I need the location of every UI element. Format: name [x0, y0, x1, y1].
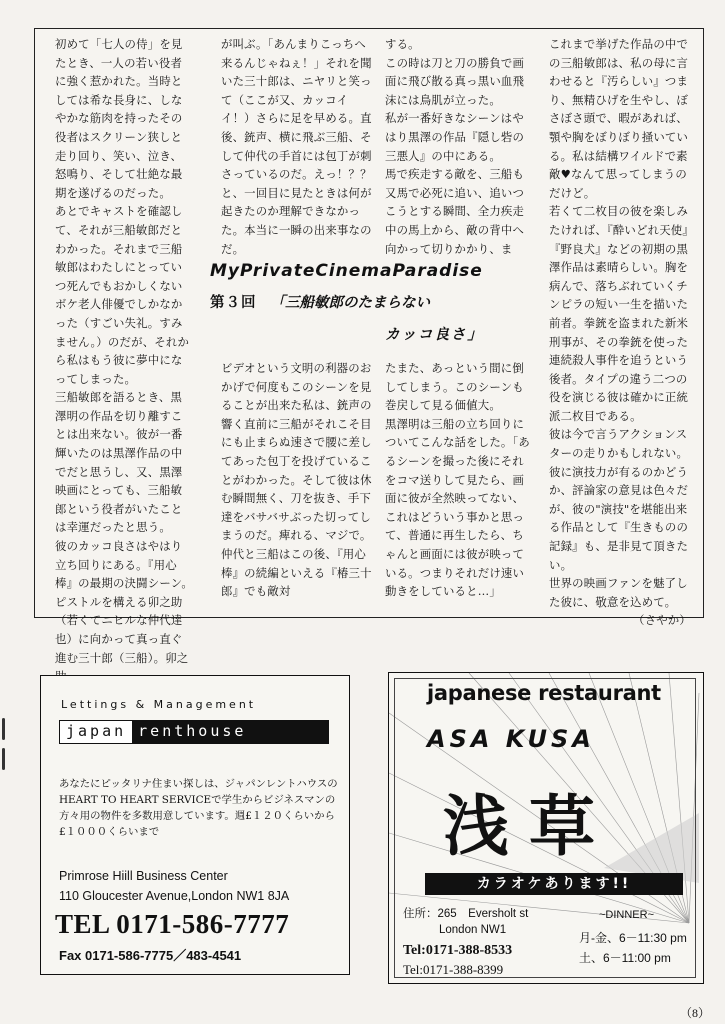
- article-column-1: [55, 35, 193, 686]
- series-title: MyPrivateCinemaParadise: [210, 261, 483, 281]
- logo-part-renthouse: renthouse: [132, 721, 328, 743]
- article-column-2b: [221, 359, 373, 609]
- paragraph: 彼のカッコ良さはやはり立ち回りにある。『用心棒』の最期の決闘シーン。ピストルを構える卯之助（若くてニヒルな仲代達也）に向かって真っ直ぐ進む三十郎（三船）。卯之: [55, 539, 193, 665]
- restaurant-address: [403, 906, 528, 938]
- page-number: （8）: [680, 1006, 711, 1020]
- author-signature: （さやか）: [633, 613, 691, 628]
- paragraph: 馬で疾走する敵を、三船も又馬で必死に追い、追いつこうとする瞬間、全力疾走中の馬上から、敵の背中へ向かって切りかかり、ま: [385, 167, 525, 256]
- paragraph: これまで挙げた作品の中での三船敏郎は、私の母に言わせると『汚らしい』つまり、無精ひげを生やし、ぼさぼさ頭で、暇があれば、顎や胸をぼりぼり掻いている。私は結構ワイルドで素敵♥なんて思ってしまうのだけど。: [549, 37, 689, 200]
- restaurant-name-romaji: ASA KUSA: [427, 725, 595, 753]
- article-title-part1: 「三船敏郎のたまらない: [270, 294, 430, 311]
- paragraph: 世界の映画ファンを魅了した彼に、敬意を込めて。: [549, 576, 688, 609]
- hours-weekday: 月-金、6－11:30 pm: [579, 931, 687, 945]
- address-line: 110 Gloucester Avenue,London NW1 8JA: [59, 889, 290, 903]
- paragraph: この時は刀と刀の勝負で画面に飛び散る真っ黒い血飛沫には鳥肌が立った。: [385, 55, 525, 107]
- binding-hole: [2, 718, 5, 740]
- asakusa-advert: [388, 672, 704, 984]
- address-line: London NW1: [439, 924, 507, 936]
- renthouse-logo: [59, 720, 329, 744]
- paragraph: 三船敏郎を語るとき、黒澤明の作品を切り離すことは出来ない。彼が一番輝いたのは黒澤作品の中でだと思うし、又、黒澤映画にとっても、三船敏郎という役者がいたことは幸運だったと思う。: [55, 390, 183, 535]
- address-line: 住所：265 Eversholt st: [403, 908, 529, 920]
- article-title-part2: カッコ良さ」: [385, 326, 484, 343]
- restaurant-telephone: Tel:0171-388-8533: [403, 943, 513, 958]
- restaurant-telephone: Tel:0171-388-8399: [403, 962, 504, 977]
- paragraph: 彼は今で言うアクションスターの走りかもしれない。彼に演技力が有るのかどうか、評論家の意見は色々だが、彼の"演技"を堪能出来る作品として『生きものの記録』も、是非見て頂きたい。: [549, 427, 689, 572]
- address-line: Primrose Hiill Business Center: [59, 869, 228, 883]
- article-column-3b: [385, 359, 533, 609]
- binding-hole: [2, 748, 5, 770]
- dinner-label: ~DINNER~: [599, 909, 655, 921]
- paragraph: する。: [385, 37, 420, 51]
- article-box: [34, 28, 704, 665]
- paragraph: あとでキャストを確認して、それが三船敏郎だとわかった。それまで三船敏郎はわたしにとっていつ死んでもおかしくないボケ老人俳優でしかなかった（すごい失礼。すみません。）のだが、それから私はもう彼に夢中になってしまった。: [55, 204, 190, 386]
- paragraph: 初めて「七人の侍」を見たとき、一人の若い役者に強く惹かれた。当時としては希な長身に、しなやかな筋肉を持ったその役者はスクリーン狭しと走り回り、笑い、泣き、怒鳴り、そして壮絶な最期を遂げるのだった。: [55, 37, 183, 200]
- renthouse-advert: [40, 675, 350, 975]
- restaurant-name-kanji: 浅草: [443, 787, 615, 865]
- ad-address: [59, 866, 349, 906]
- article-column-2: [221, 35, 373, 258]
- paragraph: 私が一番好きなシーンはやはり黒澤の作品『隠し砦の三悪人』の中にある。: [385, 111, 525, 163]
- ad-tagline: Lettings & Management: [61, 698, 257, 711]
- ad-description: あなたにピッタリナ住まい探しは、ジャパンレントハウスのHEART TO HEART SERVICEで学生からビジネスマンの方々用の物件を多数用意しています。週£１２０くらいから£１０００くらいまで: [59, 778, 338, 838]
- article-title-line: [210, 291, 540, 312]
- karaoke-banner: カラオケあります!!: [425, 873, 683, 895]
- restaurant-heading: japanese restaurant: [427, 681, 661, 705]
- logo-part-japan: japan: [60, 721, 132, 743]
- paragraph: 仲代と三船はこの後、『用心棒』の続編といえる『椿三十郎』でも敵対: [221, 546, 372, 599]
- paragraph: たまた、あっという間に倒してしまう。このシーンも巻戻して見る価値大。: [385, 361, 524, 413]
- hours-saturday: 土、6－11:00 pm: [579, 951, 671, 965]
- ad-telephone: TEL 0171-586-7777: [55, 909, 290, 939]
- ad-fax: Fax 0171-586-7775／483-4541: [59, 948, 242, 963]
- series-number: 第３回: [210, 294, 257, 311]
- article-column-4: [549, 35, 691, 630]
- article-column-3: [385, 35, 533, 255]
- paragraph: ビデオという文明の利器のおかげで何度もこのシーンを見ることが出来た私は、銃声の響く直前に三船がそれこそ目にも止まらぬ速さで腰に差してあった包丁を投げていることがわかった。そして彼は休む瞬間無く、刀を抜き、手下達をバサバサぶった切ってしまうのだ。痺れる、マジで。: [221, 361, 372, 543]
- paragraph: 若くて二枚目の彼を楽しみたければ、『酔いどれ天使』『野良犬』などの初期の黒澤作品は素晴らしい。胸を病んで、落ちぶれていくチンピラの短い一生を描いた前者。拳銃を盗まれた新米刑事が、その拳銃を使った連続殺人事件を追うという後者。タイプの違う二つの役を演じる彼は確かに正統派二枚目である。: [549, 204, 689, 423]
- paragraph: 黒澤明は三船の立ち回りについてこんな話をした。「あるシーンを撮った後にそれをコマ送りして見たら、画面に彼が全然映ってない、これはどういう事かと思って、普通に再生したら、ちゃんと画面には彼が映っている。つまりそれだけ速い動きをしていると…」: [385, 416, 530, 599]
- paragraph: が叫ぶ。「あんまりこっちへ来るんじゃねぇ！」それを聞いた三十郎は、ニヤリと笑って（ここが又、カッコイイ！）さらに足を早める。直後、銃声、横に飛ぶ三船、そして仲代の手首には包丁が刺さっているのだ。えっ！？？と、一回目に見たときは何が起きたのか理解できなかった。本当に一瞬の出来事なのだ。: [221, 37, 372, 256]
